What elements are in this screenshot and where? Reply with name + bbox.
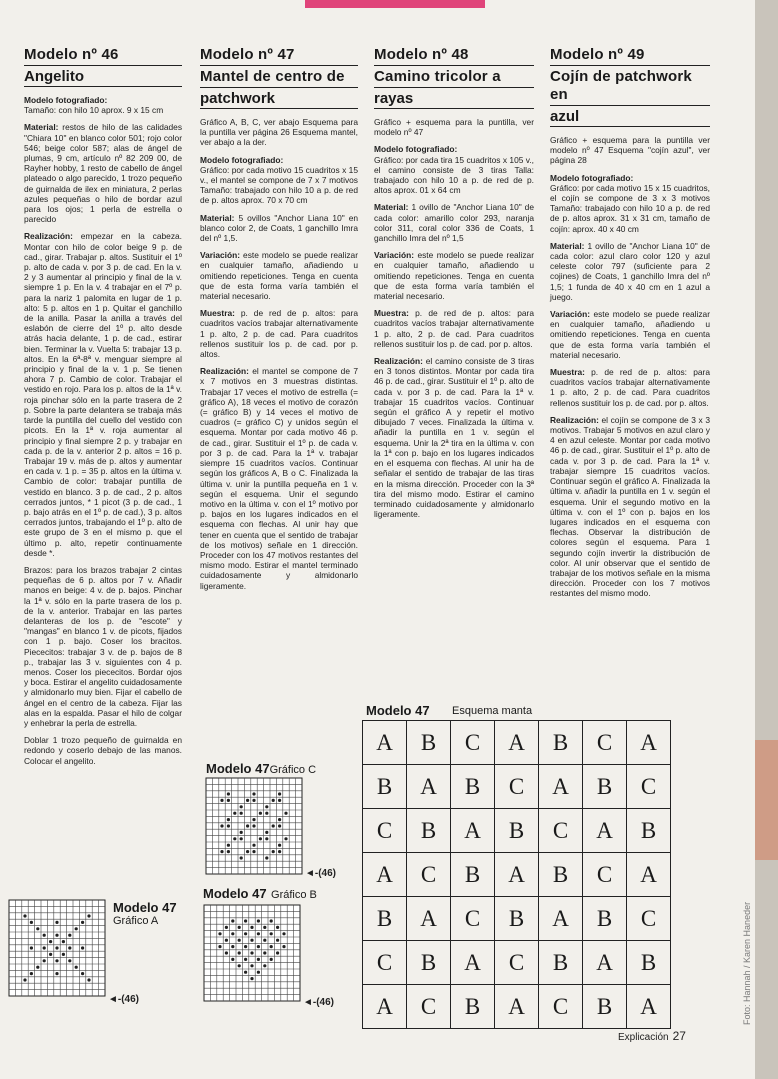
- modelo-47-realizacion: [200, 366, 358, 590]
- grid-filled-cell: [250, 951, 253, 954]
- grid-filled-cell: [240, 805, 243, 808]
- modelo-47-number: Modelo nº 47: [200, 46, 358, 66]
- column-modelo-48: [374, 46, 534, 526]
- modelo-49-name-line1: Cojín de patchwork en: [550, 68, 710, 106]
- manta-row: [363, 985, 671, 1029]
- grid-filled-cell: [252, 844, 255, 847]
- modelo-48-muestra: [374, 308, 534, 349]
- grafico-c-chart: [205, 777, 303, 875]
- modelo-49-intro: Gráfico + esquema para la puntilla ver modelo nº 47 Esquema "cojín azul", ver página 28: [550, 135, 710, 166]
- manta-cell: B: [407, 809, 451, 853]
- grafico-a-heading: [113, 900, 177, 927]
- grid-filled-cell: [257, 945, 260, 948]
- modelo-46-brazos: Brazos: para los brazos trabajar 2 cintas pequeñas de 6 p. altos por 7 v. Añadir manos en beige: 4 v. de p. bajos. Pinchar la 1ª v. sólo en la parte trasera de los p. de la v. anterior. Trabajar en las partes delanteras de los p. de "escote" y "mangas" en blanco 1 v. de picots, fijados con 1 p. bajo. Coser los bracitos. Piececitos: trabajar 3 v. de p. bajos de 8 p., trabajar las 3 v. siguientes con 4 p. menos. Coser los piececitos. Bordar ojos y boca. Estirar el angelito cuidadosamente y almidonarlo muy bien. Fijar el cabello de ángel en el centro de la cabeza. Fijar las alas en la espalda. Pasar el hilo de colgar y enhebrar la perla de estrella.: [24, 564, 182, 728]
- grid-filled-cell: [250, 977, 253, 980]
- muestra-label: Muestra:: [374, 308, 409, 319]
- manta-cell: B: [627, 809, 671, 853]
- manta-row: [363, 897, 671, 941]
- grid-filled-cell: [244, 958, 247, 961]
- grid-filled-cell: [238, 939, 241, 942]
- manta-cell: B: [451, 985, 495, 1029]
- variacion-label: Variación:: [374, 250, 415, 261]
- grid-filled-cell: [282, 932, 285, 935]
- modelo-49-muestra: [550, 367, 710, 408]
- grid-filled-cell: [250, 939, 253, 942]
- grid-filled-cell: [259, 812, 262, 815]
- page-number: 27: [672, 1029, 686, 1043]
- grid-filled-cell: [272, 850, 275, 853]
- edge-photo-fragment: [755, 740, 778, 860]
- grid-filled-cell: [231, 958, 234, 961]
- muestra-text: p. de red de p. altos: para cuadritos vacíos trabajar alternativamente 1 p. alto, 2 p. de cad. Para cuadritos rellenos sustituir los p. de cad. por p. altos.: [200, 308, 359, 360]
- modelo-47-muestra: [200, 308, 358, 359]
- foto-text: Gráfico: por cada motivo 15 x 15 cuadritos, el cojín se compone de 3 x 3 motivos Tamaño: trabajado con hilo 10 a p. de red de p. altos aprox. 31 x 31 cm, tamaño de cojín: aprox. 40 x 40 cm: [550, 182, 710, 234]
- grid-filled-cell: [240, 812, 243, 815]
- variacion-label: Variación:: [200, 250, 241, 261]
- manta-cell: B: [407, 941, 451, 985]
- grid-filled-cell: [278, 818, 281, 821]
- grid-filled-cell: [265, 856, 268, 859]
- grid-filled-cell: [81, 946, 84, 949]
- grafico-b-ref: ◄-(46): [303, 997, 335, 1008]
- foto-label: Modelo fotografiado:: [550, 172, 634, 183]
- footer-label: Explicación: [618, 1032, 669, 1043]
- grid-filled-cell: [36, 966, 39, 969]
- grid-filled-cell: [220, 850, 223, 853]
- manta-cell: B: [539, 721, 583, 765]
- modelo-48-material: [374, 202, 534, 243]
- grid-filled-cell: [282, 945, 285, 948]
- grid-filled-cell: [87, 978, 90, 981]
- realizacion-label: Realización:: [24, 231, 73, 242]
- grid-filled-cell: [30, 972, 33, 975]
- foto-text: Tamaño: con hilo 10 aprox. 9 x 15 cm: [24, 105, 164, 116]
- manta-cell: C: [539, 985, 583, 1029]
- modelo-49-number: Modelo nº 49: [550, 46, 710, 66]
- grid-filled-cell: [265, 831, 268, 834]
- grid-filled-cell: [55, 921, 58, 924]
- photo-credit: Foto: Hannah / Karen Haneder: [742, 901, 752, 1025]
- grid-filled-cell: [227, 850, 230, 853]
- grid-filled-cell: [270, 919, 273, 922]
- manta-cell: C: [451, 897, 495, 941]
- realizacion-text: el mantel se compone de 7 x 7 motivos en 3 muestras distintas. Trabajar 17 veces el motivo de estrella (= gráfico A), 18 veces el motivo de corazón (= gráfico B) y 14 veces el motivo de cuadros (= gráfico C) y unidos según el esquema. Montar por cada motivo 46 p. de cad., girar. Sustituir el 1º p. de cada v. por 3 p. de cad. Para la 1ª v. trabajar siempre 15 cuadritos vacíos. Continuar según los gráficos A, B o C. Finalizada la última v. unir la puntilla pequeña en 1 v. según el esquema. Unir el segundo motivo en la última v. con el 1º motivo por p. bajos en los lugares indicados en el esquema con flechas. Al unir hay que tener en cuenta que el sentido de trabajar de los motivos) señale en 1 dirección. Proceder con los 47 motivos restantes del mismo modo. Estirar el mantel terminado cuidadosamente y almidonarlo ligeramente.: [200, 366, 359, 591]
- grafico-a-chart: [8, 899, 106, 997]
- foto-label: Modelo fotografiado:: [200, 154, 284, 165]
- manta-cell: A: [495, 853, 539, 897]
- manta-row: [363, 853, 671, 897]
- grid-filled-cell: [272, 824, 275, 827]
- grid-filled-cell: [263, 926, 266, 929]
- modelo-46-name: Angelito: [24, 68, 182, 87]
- manta-cell: C: [495, 941, 539, 985]
- grid-filled-cell: [244, 919, 247, 922]
- modelo-47-material: [200, 213, 358, 244]
- modelo-48-foto: [374, 144, 534, 195]
- foto-text: Gráfico: por cada motivo 15 cuadritos x 15 v., el mantel se compone de 7 x 7 motivos Tamaño: trabajado con hilo 10 a p. de red de p. altos aprox. 70 x 70 cm: [200, 164, 358, 206]
- manta-cell: B: [583, 897, 627, 941]
- grid-filled-cell: [252, 799, 255, 802]
- manta-cell: C: [627, 765, 671, 809]
- manta-cell: B: [451, 765, 495, 809]
- grafico-a-ref: ◄-(46): [108, 994, 140, 1005]
- realizacion-label: Realización:: [200, 366, 249, 377]
- modelo-46-material: [24, 122, 182, 224]
- material-label: Material:: [200, 212, 235, 223]
- modelo-48-name-line2: rayas: [374, 90, 534, 109]
- grid-filled-cell: [62, 940, 65, 943]
- manta-cell: A: [583, 809, 627, 853]
- manta-cell: B: [583, 765, 627, 809]
- grid-filled-cell: [265, 837, 268, 840]
- grid-filled-cell: [263, 964, 266, 967]
- variacion-text: este modelo se puede realizar en cualquier tamaño, añadiendo u omitiendo repeticiones. Tenga en cuenta que de esta forma varía también el material necesario.: [374, 250, 535, 302]
- material-text: restos de hilo de las calidades "Chiara 10" en blanco color 501; rojo color 546; beige color 587; alas de ángel de plumas, 9 cm, artículo nº 82 209 00, de Rayher hobby, 1 resto de cabello de ángel plateado o algo parecido, 1 trozo pequeño de guirnalda de ilex en miniatura, 2 perlas azules pequeñas o hilo de bordar azul para los ojos; 1 perla de estrella o parecido: [24, 122, 183, 225]
- grid-filled-cell: [278, 792, 281, 795]
- grid-filled-cell: [246, 850, 249, 853]
- grid-filled-cell: [231, 945, 234, 948]
- modelo-46-doblar: Doblar 1 trozo pequeño de guirnalda en redondo y coserlo debajo de las manos. Colocar el angelito.: [24, 735, 182, 766]
- grafico-a-title: Modelo 47: [113, 900, 177, 915]
- grid-filled-cell: [244, 945, 247, 948]
- grid-filled-cell: [55, 946, 58, 949]
- grid-filled-cell: [250, 926, 253, 929]
- grid-filled-cell: [272, 799, 275, 802]
- grid-filled-cell: [259, 837, 262, 840]
- manta-cell: A: [627, 853, 671, 897]
- manta-cell: A: [539, 765, 583, 809]
- grid-filled-cell: [252, 824, 255, 827]
- grafico-c-heading: [206, 760, 316, 778]
- modelo-47-name-line1: Mantel de centro de: [200, 68, 358, 88]
- grid-filled-cell: [246, 799, 249, 802]
- foto-label: Modelo fotografiado:: [374, 144, 458, 155]
- grid-filled-cell: [257, 919, 260, 922]
- grid-filled-cell: [225, 926, 228, 929]
- manta-cell: C: [495, 765, 539, 809]
- esquema-manta-table: [362, 720, 671, 1029]
- grid-filled-cell: [87, 914, 90, 917]
- grid-filled-cell: [244, 971, 247, 974]
- grid-filled-cell: [270, 958, 273, 961]
- manta-cell: A: [451, 809, 495, 853]
- modelo-47-intro: Gráfico A, B, C, ver abajo Esquema para la puntilla ver página 26 Esquema mantel, ver abajo a la der.: [200, 117, 358, 148]
- manta-cell: B: [583, 985, 627, 1029]
- manta-cell: C: [627, 897, 671, 941]
- grid-filled-cell: [278, 844, 281, 847]
- grid-filled-cell: [227, 844, 230, 847]
- manta-cell: A: [363, 721, 407, 765]
- grid-filled-cell: [240, 831, 243, 834]
- manta-cell: B: [539, 853, 583, 897]
- grid-filled-cell: [43, 934, 46, 937]
- grid-filled-cell: [233, 812, 236, 815]
- grid-filled-cell: [284, 812, 287, 815]
- modelo-48-variacion: [374, 250, 534, 301]
- manta-cell: A: [407, 897, 451, 941]
- grid-filled-cell: [265, 805, 268, 808]
- grid-filled-cell: [225, 939, 228, 942]
- grid-filled-cell: [218, 932, 221, 935]
- realizacion-label: Realización:: [550, 414, 599, 425]
- grafico-b-title: Modelo 47: [203, 886, 267, 901]
- grid-filled-cell: [252, 850, 255, 853]
- modelo-48-intro: Gráfico + esquema para la puntilla, ver modelo nº 47: [374, 117, 534, 138]
- grid-filled-cell: [278, 850, 281, 853]
- page-footer: [618, 1029, 686, 1043]
- manta-cell: A: [495, 985, 539, 1029]
- manta-cell: C: [451, 721, 495, 765]
- grafico-c-title: Modelo 47: [206, 761, 270, 776]
- column-modelo-46: [24, 46, 182, 773]
- variacion-text: este modelo se puede realizar en cualquier tamaño, añadiendo u omitiendo repeticiones. Tenga en cuenta que de esta forma varía también el material necesario.: [550, 309, 711, 360]
- grafico-a-subtitle: Gráfico A: [113, 915, 159, 927]
- grid-filled-cell: [55, 972, 58, 975]
- manta-cell: C: [363, 809, 407, 853]
- grid-filled-cell: [218, 945, 221, 948]
- modelo-49-material: [550, 241, 710, 302]
- modelo-49-variacion: [550, 309, 710, 360]
- grid-filled-cell: [270, 945, 273, 948]
- grid-filled-cell: [278, 824, 281, 827]
- grid-filled-cell: [227, 792, 230, 795]
- grid-filled-cell: [81, 921, 84, 924]
- manta-cell: A: [539, 897, 583, 941]
- modelo-47-foto: [200, 155, 358, 206]
- material-text: 1 ovillo de "Anchor Liana 10" de cada color: azul claro color 120 y azul celeste color 797 (suficiente para 2 cojines) de Coats, 1 ganchillo Imra del nº 1,5; 1 funda de 40 x 40 cm en 1 azul a juego.: [550, 240, 710, 302]
- top-color-strip: [305, 0, 485, 8]
- grid-filled-cell: [30, 921, 33, 924]
- variacion-label: Variación:: [550, 309, 591, 320]
- grid-filled-cell: [231, 932, 234, 935]
- grid-filled-cell: [55, 934, 58, 937]
- grafico-c-ref: ◄-(46): [305, 868, 337, 879]
- muestra-label: Muestra:: [550, 367, 585, 378]
- grid-filled-cell: [23, 914, 26, 917]
- grid-filled-cell: [227, 824, 230, 827]
- grid-filled-cell: [276, 926, 279, 929]
- grid-filled-cell: [36, 927, 39, 930]
- grid-filled-cell: [43, 946, 46, 949]
- modelo-46-realizacion: [24, 231, 182, 558]
- manta-row: [363, 765, 671, 809]
- modelo-47-variacion: [200, 250, 358, 301]
- manta-cell: A: [627, 985, 671, 1029]
- grid-filled-cell: [252, 792, 255, 795]
- manta-cell: C: [583, 721, 627, 765]
- manta-cell: C: [539, 809, 583, 853]
- grid-filled-cell: [263, 951, 266, 954]
- manta-row: [363, 941, 671, 985]
- muestra-label: Muestra:: [200, 308, 235, 319]
- grafico-b-heading: [203, 885, 317, 903]
- grid-filled-cell: [238, 951, 241, 954]
- grid-filled-cell: [81, 972, 84, 975]
- manta-cell: B: [407, 721, 451, 765]
- material-label: Material:: [24, 122, 59, 133]
- realizacion-label: Realización:: [374, 356, 423, 367]
- grid-filled-cell: [43, 959, 46, 962]
- grid-filled-cell: [278, 799, 281, 802]
- grid-filled-cell: [250, 964, 253, 967]
- foto-label: Modelo fotografiado:: [24, 95, 108, 105]
- manta-cell: B: [495, 809, 539, 853]
- manta-subtitle: Esquema manta: [452, 705, 533, 717]
- modelo-49-realizacion: [550, 415, 710, 599]
- grid-filled-cell: [68, 946, 71, 949]
- grid-filled-cell: [49, 953, 52, 956]
- manta-cell: B: [363, 765, 407, 809]
- grid-filled-cell: [240, 856, 243, 859]
- manta-cell: C: [407, 853, 451, 897]
- material-label: Material:: [374, 202, 409, 213]
- modelo-48-realizacion: [374, 356, 534, 519]
- grid-filled-cell: [270, 932, 273, 935]
- grid-filled-cell: [68, 959, 71, 962]
- realizacion-text: el camino consiste de 3 tiras en 3 tonos distintos. Montar por cada tira 46 p. de cad., girar. Sustituir el 1º p. alto de cada v. por 3 p. de cad. Para la 1ª v. trabajar 15 cuadritos vacíos. Continuar según el gráfico A y repetir el motivo dibujado 7 veces. Finalizada la última v. añadir la puntilla en 1 v. según el esquema. Unir la 2ª tira en la última v. con la 1ª con p. bajo en los lugares indicados en el esquema con flechas. Al unir ha de señalar el sentido de trabajar de las tiras en la misma dirección. Proceder con la 3ª tira del mismo modo. Estirar el camino terminado cuidadosamente y almidonarlo ligeramente.: [374, 356, 535, 520]
- grid-filled-cell: [30, 946, 33, 949]
- grid-filled-cell: [263, 939, 266, 942]
- material-text: 5 ovillos "Anchor Liana 10" en blanco color 2, de Coats, 1 ganchillo Imra del nº 1,5.: [200, 212, 359, 244]
- manta-cell: A: [363, 985, 407, 1029]
- grid-filled-cell: [55, 959, 58, 962]
- material-label: Material:: [550, 240, 585, 251]
- modelo-46-number: Modelo nº 46: [24, 46, 182, 66]
- manta-cell: B: [539, 941, 583, 985]
- modelo-47-name-line2: patchwork: [200, 90, 358, 109]
- modelo-49-foto: [550, 173, 710, 234]
- modelo-48-name-line1: Camino tricolor a: [374, 68, 534, 88]
- grid-filled-cell: [23, 978, 26, 981]
- realizacion-text: empezar en la cabeza. Montar con hilo de color beige 9 p. de cad., girar. Trabajar p. altos. Sustituir el 1º p. alto de cada v. por 3 p. de cad. En la v. 2 y 3 aumentar al principio y final de la v. siempre 1 p. En la v. 4 trabajar en el 7º p. para la nariz 1 palomita en lugar de 1 p. alto: 5 p. altos en 1 p. Quitar el ganchillo de la anilla. Pasar la anilla a través del eslabón de cierre del 1º p. alto desde atrás hacia delante, 1 p. de cad., estirar bien. Terminar la v. Vuelta 5: trabajar 13 p. altos. En la 6ª-8ª v. menguar siempre al principio y final de la v. 1 p. Se tienen ahora 7 p. Cambio de color. Trabajar el vestido en rojo. Para los p. altos de la 1ª v. roja pinchar sólo en la parte trasera de 2 p. Sobre la parte delantera se trabaja más tarde la puntilla del cuello del vestido con picots. En la 1ª v. roja aumentar al principio y final siempre 2 p. y trabajar en cada p. de la v. anterior 2 p. altos = 16 p. Trabajar 19 v. más de p. altos y aumentar en cada v. 1 p. = 35 p. altos en la última v. Cambio de color: trabajar puntilla de vestido en blanco. 3 p. de cad., 2 p. altos cerrados juntos, * 1 picot (3 p. de cad., 1 p. bajo atrás en el 1º p. de cad.), 3 p. altos cerrados juntos, trabajando el 1º p. alto de este grupo de 3 en el mismo p. que el último p. alto, repetir continuamente desde *.: [24, 231, 182, 558]
- manta-cell: B: [451, 853, 495, 897]
- grid-filled-cell: [227, 818, 230, 821]
- manta-cell: A: [583, 941, 627, 985]
- modelo-46-foto: [24, 95, 182, 115]
- muestra-text: p. de red de p. altos: para cuadritos vacíos trabajar alternativamente 1 p. alto, 2 p. de cad. Para cuadritos rellenos sustituir los p. de cad. por p. altos.: [550, 367, 710, 408]
- grid-filled-cell: [276, 951, 279, 954]
- manta-cell: A: [407, 765, 451, 809]
- manta-cell: C: [583, 853, 627, 897]
- grid-filled-cell: [238, 926, 241, 929]
- grafico-c-subtitle: Gráfico C: [269, 764, 317, 776]
- grid-filled-cell: [220, 824, 223, 827]
- modelo-49-name-line2: azul: [550, 108, 710, 127]
- manta-cell: B: [363, 897, 407, 941]
- grid-filled-cell: [238, 964, 241, 967]
- manta-cell: A: [363, 853, 407, 897]
- manta-title: Modelo 47: [366, 703, 430, 718]
- material-text: 1 ovillo de "Anchor Liana 10" de cada color: amarillo color 293, naranja color 311, coral color 336 de Coats, 1 ganchillo Imra del nº 1,5: [374, 202, 534, 244]
- manta-cell: A: [627, 721, 671, 765]
- grafico-b-subtitle: Gráfico B: [271, 889, 317, 901]
- modelo-48-number: Modelo nº 48: [374, 46, 534, 66]
- manta-row: [363, 809, 671, 853]
- column-modelo-49: [550, 46, 710, 606]
- grid-filled-cell: [220, 799, 223, 802]
- grid-filled-cell: [233, 837, 236, 840]
- grid-filled-cell: [257, 958, 260, 961]
- grid-filled-cell: [49, 940, 52, 943]
- grid-filled-cell: [62, 953, 65, 956]
- variacion-text: este modelo se puede realizar en cualquier tamaño, añadiendo u omitiendo repeticiones. Tenga en cuenta que de esta forma varía también el material necesario.: [200, 250, 358, 302]
- grid-filled-cell: [240, 837, 243, 840]
- muestra-text: p. de red de p. altos: para cuadritos vacíos trabajar alternativamente 1 p. alto, 2 p. de cad. Para cuadritos rellenos sustituir los p. de cad. por p. altos.: [374, 308, 534, 349]
- grid-filled-cell: [225, 951, 228, 954]
- page-edge: [755, 0, 778, 1079]
- grid-filled-cell: [246, 824, 249, 827]
- grid-filled-cell: [231, 919, 234, 922]
- grid-filled-cell: [227, 799, 230, 802]
- manta-cell: B: [495, 897, 539, 941]
- grid-filled-cell: [284, 837, 287, 840]
- grid-filled-cell: [257, 932, 260, 935]
- grid-filled-cell: [265, 812, 268, 815]
- grid-filled-cell: [257, 971, 260, 974]
- grid-filled-cell: [244, 932, 247, 935]
- column-modelo-47: [200, 46, 358, 598]
- grid-filled-cell: [276, 939, 279, 942]
- realizacion-text: el cojín se compone de 3 x 3 motivos. Trabajar 5 motivos en azul claro y 4 en azul celeste. Montar por cada motivo 46 p. de cad., girar. Sustituir el 1º p. alto de cada v. por 3 p. de cad. Para la 1ª v. trabajar siempre 15 cuadritos vacíos. Continuar según el gráfico A. Finalizada la última v. añadir la puntilla en 1 v. según el esquema. Unir el segundo motivo en la última v. con el 1º con p. bajos en los lugares indicados en el esquema con flechas. Observar la distribución de colores según el esquema. Para 1 segundo cojín invertir la distribución de color. Al unir observar que el sentido de trabajar de los motivos señale en la misma dirección. Proceder con los 7 motivos restantes del mismo modo.: [550, 414, 710, 599]
- grid-filled-cell: [75, 927, 78, 930]
- grid-filled-cell: [68, 934, 71, 937]
- manta-cell: C: [363, 941, 407, 985]
- manta-cell: C: [407, 985, 451, 1029]
- manta-cell: B: [627, 941, 671, 985]
- grafico-b-chart: [203, 904, 301, 1002]
- manta-row: [363, 721, 671, 765]
- manta-cell: A: [495, 721, 539, 765]
- grid-filled-cell: [75, 966, 78, 969]
- foto-text: Gráfico: por cada tira 15 cuadritos x 105 v., el camino consiste de 3 tiras Talla: trabajado con hilo 10 a p. de red de p. altos aprox. 01 x 64 cm: [374, 154, 534, 196]
- manta-cell: A: [451, 941, 495, 985]
- grid-filled-cell: [252, 818, 255, 821]
